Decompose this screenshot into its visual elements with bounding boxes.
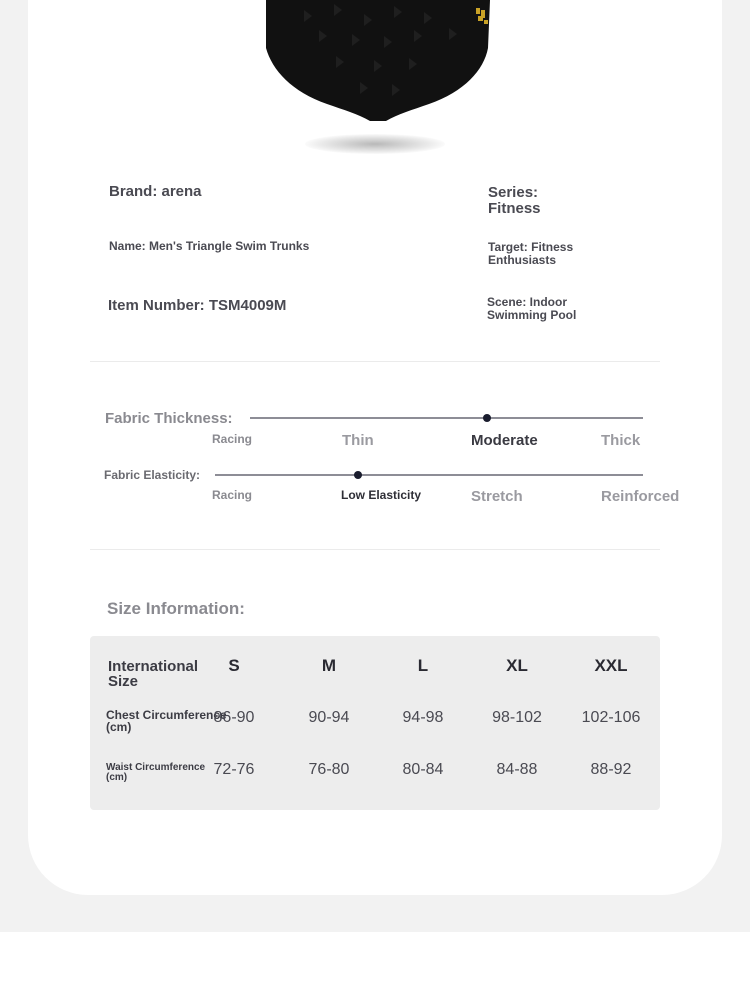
- waist-row-label: Waist Circumference (cm): [106, 762, 206, 783]
- chest-xl-value: 98-102: [492, 709, 542, 726]
- size-table: [90, 636, 660, 810]
- thickness-option-moderate: Moderate: [471, 432, 538, 449]
- thickness-selected-marker: [483, 414, 491, 422]
- thickness-option-thin: Thin: [342, 432, 374, 449]
- size-header-l: L: [417, 656, 429, 675]
- chest-row-label: Chest Circumference (cm): [106, 708, 227, 734]
- chest-xxl-value: 102-106: [581, 709, 641, 726]
- fabric-elasticity-label: Fabric Elasticity:: [104, 468, 201, 482]
- waist-m-value: 76-80: [308, 761, 350, 778]
- item-number-text: Item Number: TSM4009M: [108, 297, 287, 314]
- elasticity-scale-line: [215, 474, 643, 476]
- series-text: Series: Fitness: [488, 184, 541, 217]
- elasticity-option-racing: Racing: [212, 488, 253, 502]
- size-header-label: International Size: [108, 658, 199, 690]
- elasticity-option-reinforced: Reinforced: [601, 488, 680, 505]
- scene-text: Scene: Indoor Swimming Pool: [487, 295, 577, 322]
- swim-trunks-image: [264, 0, 492, 121]
- thickness-option-thick: Thick: [601, 432, 641, 449]
- size-information-title: Size Information:: [107, 599, 245, 618]
- chest-m-value: 90-94: [308, 709, 350, 726]
- size-header-m: M: [321, 656, 337, 675]
- chest-l-value: 94-98: [402, 709, 444, 726]
- divider: [90, 361, 660, 362]
- thickness-scale-line: [250, 417, 643, 419]
- fabric-thickness-label: Fabric Thickness:: [105, 410, 233, 427]
- elasticity-selected-marker: [354, 471, 362, 479]
- target-text: Target: Fitness Enthusiasts: [488, 240, 574, 267]
- waist-s-value: 72-76: [213, 761, 255, 778]
- waist-xxl-value: 88-92: [590, 761, 632, 778]
- size-header-s: S: [228, 656, 240, 675]
- elasticity-option-stretch: Stretch: [471, 488, 523, 505]
- thickness-option-racing: Racing: [212, 432, 253, 446]
- chest-s-value: 86-90: [213, 709, 255, 726]
- divider: [90, 549, 660, 550]
- size-header-xxl: XXL: [594, 656, 628, 675]
- brand-text: Brand: arena: [109, 183, 202, 200]
- name-text: Name: Men's Triangle Swim Trunks: [109, 239, 310, 253]
- product-shadow: [305, 134, 445, 154]
- size-header-xl: XL: [506, 656, 528, 675]
- waist-l-value: 80-84: [402, 761, 444, 778]
- elasticity-option-low: Low Elasticity: [341, 488, 422, 502]
- waist-xl-value: 84-88: [496, 761, 538, 778]
